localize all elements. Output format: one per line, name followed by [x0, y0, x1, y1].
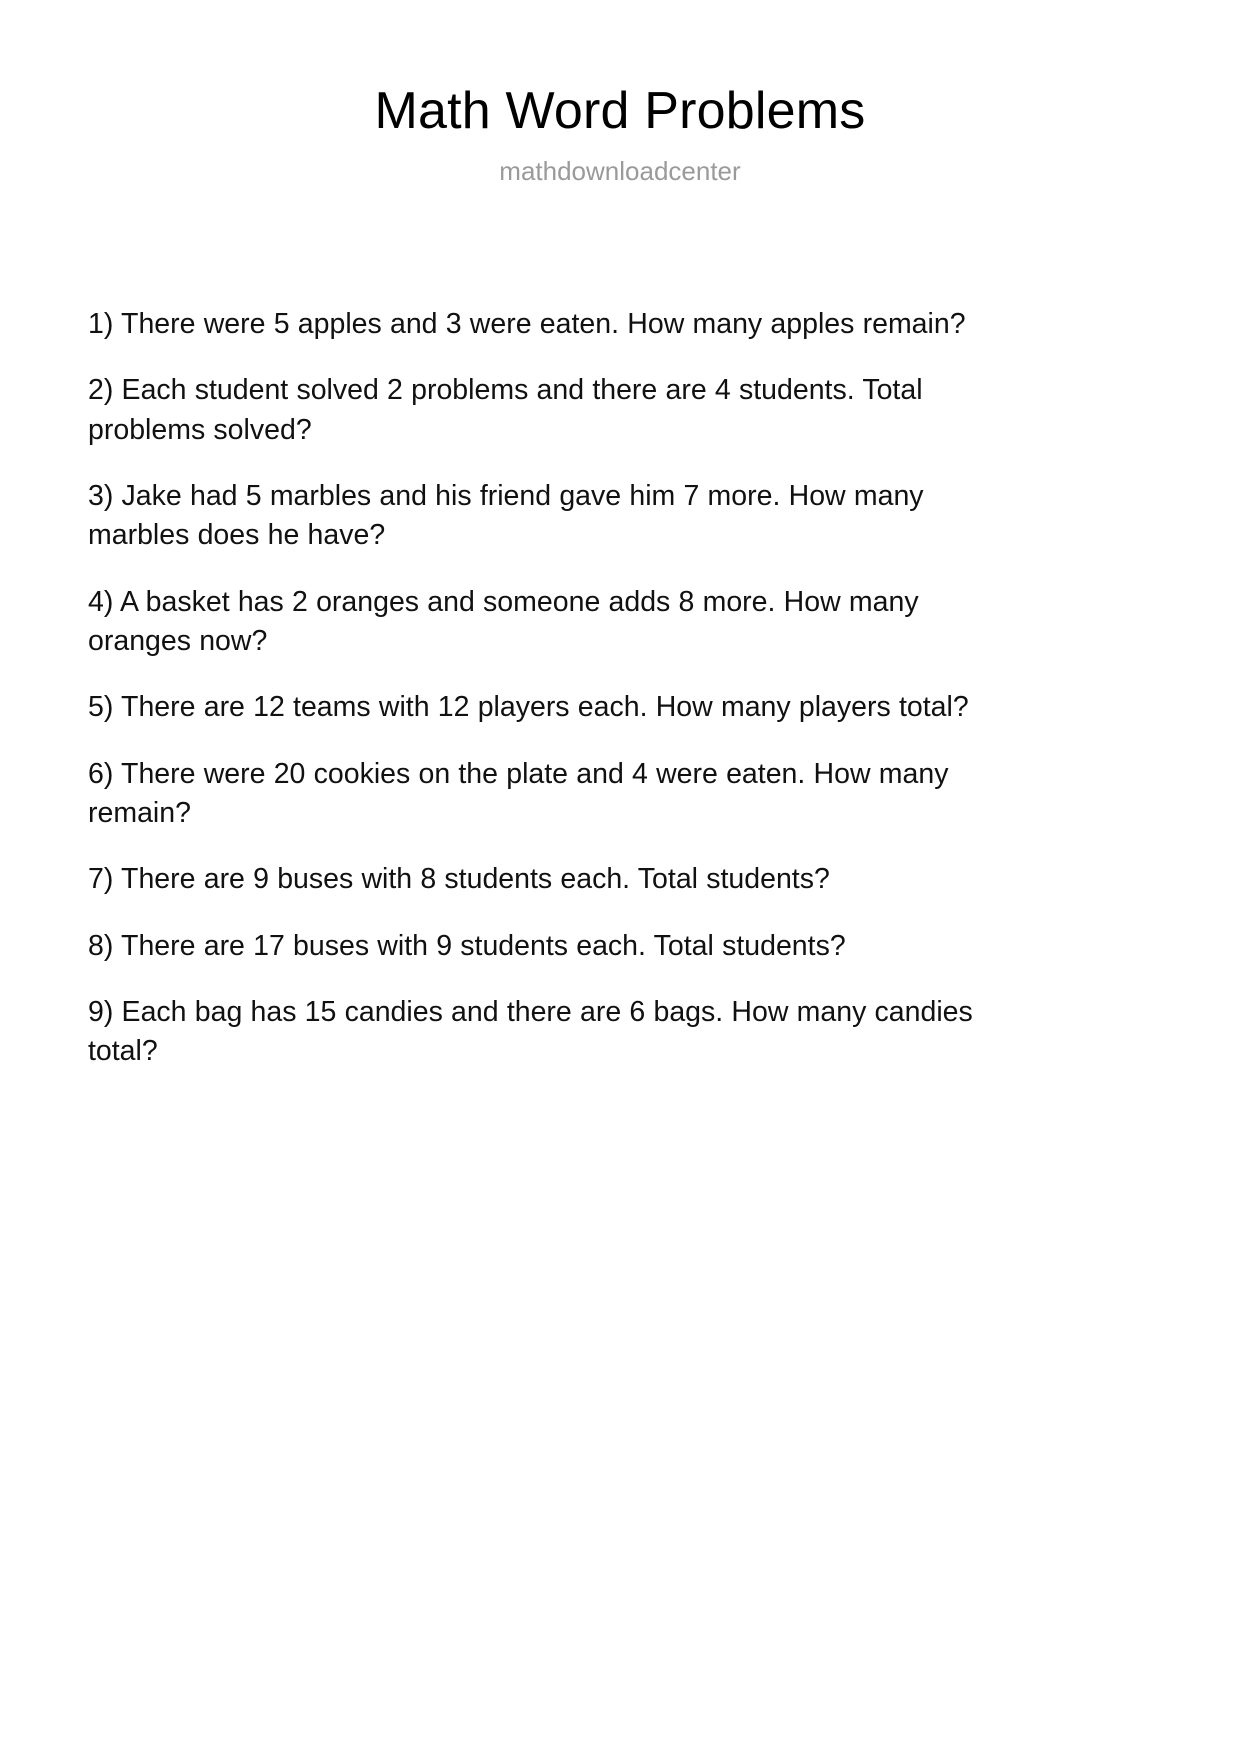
list-item: 6) There were 20 cookies on the plate and 4 were eaten. How many remain? — [88, 757, 949, 829]
list-item: 4) A basket has 2 oranges and someone adds 8 more. How many oranges now? — [88, 585, 919, 657]
list-item: 9) Each bag has 15 candies and there are 6 bags. How many candies total? — [88, 995, 973, 1068]
list-item: 1) There were 5 apples and 3 were eaten. How many apples remain? — [88, 307, 966, 340]
list-item: 3) Jake had 5 marbles and his friend gave him 7 more. How many marbles does he have? — [88, 479, 924, 552]
document-subtitle: mathdownloadcenter — [499, 155, 741, 186]
problem-list — [0, 305, 1240, 1072]
document-header — [0, 0, 1240, 187]
page-title: Math Word Problems — [374, 82, 866, 140]
list-item: 2) Each student solved 2 problems and there are 4 students. Total problems solved? — [88, 374, 923, 446]
list-item: 7) There are 9 buses with 8 students each. Total students? — [88, 863, 830, 896]
list-item: 5) There are 12 teams with 12 players each. How many players total? — [88, 691, 969, 724]
list-item: 8) There are 17 buses with 9 students each. Total students? — [88, 929, 846, 962]
